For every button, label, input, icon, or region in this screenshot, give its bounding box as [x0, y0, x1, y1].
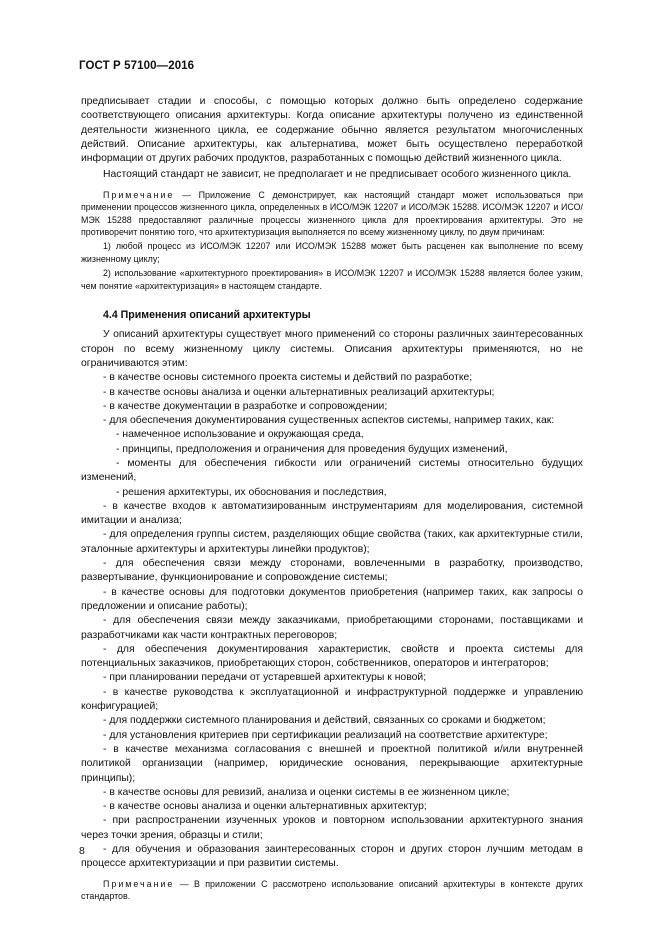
list-item: - при планировании передачи от устаревшей архитектуры к новой; [103, 672, 427, 684]
paragraph-lifecycle-continuation: предписывает стадии и способы, с помощью которых должно быть определено содержание соответствующего описания архитектуры. Когда описание архитектуры получено из единственной деятельности жизненного цикла, ее содержание обычно является результатом многочисленных действий. Описание архитектуры, как альтернатива, может быть осуществлено переработкой информации от других рабочих продуктов, разработанных с помощью действий жизненного цикла. [81, 96, 583, 165]
note-text: — В приложении С рассмотрено использование описаний архитектуры в контексте других стандартов. [81, 878, 583, 902]
list-item: - в качестве руководства к эксплуатационной и инфраструктурной поддержке и управлению конфигурацией; [81, 686, 583, 713]
list-item: - в качестве документации в разработке и сопровождении; [103, 400, 388, 412]
note-label: Примечание [103, 878, 175, 889]
sub-list-item: - намеченное использование и окружающая среда, [116, 429, 364, 441]
note-item-2: 2) использование «архитектурного проектирования» в ИСО/МЭК 12207 и ИСО/МЭК 15288 является более узким, чем понятие «архитектуризация» в настоящем стандарте. [81, 268, 583, 291]
list-item: - в качестве основы для подготовки документов приобретения (например таких, как запросы о предложении и описание работы); [81, 586, 583, 612]
list-item: - в качестве механизма согласования с внешней и проектной политикой и/или внутренней политикой организации (например, юридические основания, перекрывающие архитектурные принципы); [81, 743, 583, 784]
list-item: - для установления критериев при сертификации реализаций на соответствие архитектуре; [103, 729, 548, 741]
list-item: - для обеспечения связи между сторонами, вовлеченными в разработку, производство, развертывание, функционирование и сопровождение системы; [81, 558, 583, 584]
note-label: Примечание [103, 189, 175, 200]
sub-list-item: - моменты для обеспечения гибкости или ограничений системы относительно будущих изменений, [81, 458, 583, 484]
list-item: - в качестве основы анализа и оценки альтернативных архитектур; [103, 801, 427, 813]
note-text: — Приложение С демонстрирует, как настоящий стандарт может использоваться при применении процессов жизненного цикла, определенных в ИСО/МЭК 12207 и ИСО/МЭК 15288. ИСО/МЭК 12207 и ИСО/МЭК 15288 предоставляют различные процессы жизненного цикла для проектирования архитектуры. Это не противоречит понятию того, что архитектуризация выполняется по всему жизненному циклу, по двум причинам: [81, 189, 583, 237]
list-item: - в качестве входов к автоматизированным инструментариям для моделирования, системной имитации и анализа; [81, 500, 583, 527]
list-item: - для обучения и образования заинтересованных сторон и других сторон лучшим методам в процессе архитектуризации и при развитии системы. [81, 844, 583, 870]
list-item: - для обеспечения документирования характеристик, свойств и проекта системы для потенциальных заказчиков, приобретающих сторон, собственников, операторов и интеграторов; [81, 643, 583, 670]
paragraph-uses-intro: У описаний архитектуры существует много применений со стороны различных заинтересованных сторон по всему жизненному циклу системы. Описания архитектуры применяются, но не ограничиваются этим: [81, 329, 583, 369]
note-other-standards [81, 878, 583, 903]
list-item: - в качестве основы для ревизий, анализа и оценки системы в ее жизненном цикле; [103, 786, 510, 798]
note-annex-c [81, 189, 583, 239]
list-item: - для определения группы систем, разделяющих общие свойства (таких, как архитектурные стили, эталонные архитектуры и архитектуры линейки продуктов); [81, 529, 583, 555]
list-item: - для обеспечения документирования существенных аспектов системы, например таких, как: [103, 415, 555, 427]
page-number: 8 [79, 845, 85, 857]
page-content [81, 95, 583, 902]
list-item: - в качестве основы анализа и оценки альтернативных реализаций архитектуры; [103, 386, 495, 398]
list-item: - при распространении изученных уроков и повторном использовании архитектурного знания через точки зрения, образцы и стили; [81, 815, 583, 841]
document-code-header: ГОСТ Р 57100—2016 [79, 60, 195, 72]
section-heading: 4.4 Применения описаний архитектуры [103, 309, 311, 322]
list-item: - для поддержки системного планирования и действий, связанных со сроками и бюджетом; [103, 715, 546, 727]
note-item-1: 1) любой процесс из ИСО/МЭК 12207 или ИСО/МЭК 15288 может быть расценен как выполнение по всему жизненному циклу; [81, 241, 583, 264]
list-item: - для обеспечения связи между заказчиками, приобретающими сторонами, поставщиками и разработчиками как части контрактных переговоров; [81, 615, 583, 641]
sub-list-item: - решения архитектуры, их обоснования и последствия, [116, 486, 387, 498]
list-item: - в качестве основы системного проекта системы и действий по разработке; [103, 372, 473, 384]
sub-list-item: - принципы, предположения и ограничения для проведения будущих изменений, [116, 443, 508, 455]
paragraph-standard-independence: Настоящий стандарт не зависит, не предполагает и не предписывает особого жизненного цикла. [103, 169, 572, 181]
